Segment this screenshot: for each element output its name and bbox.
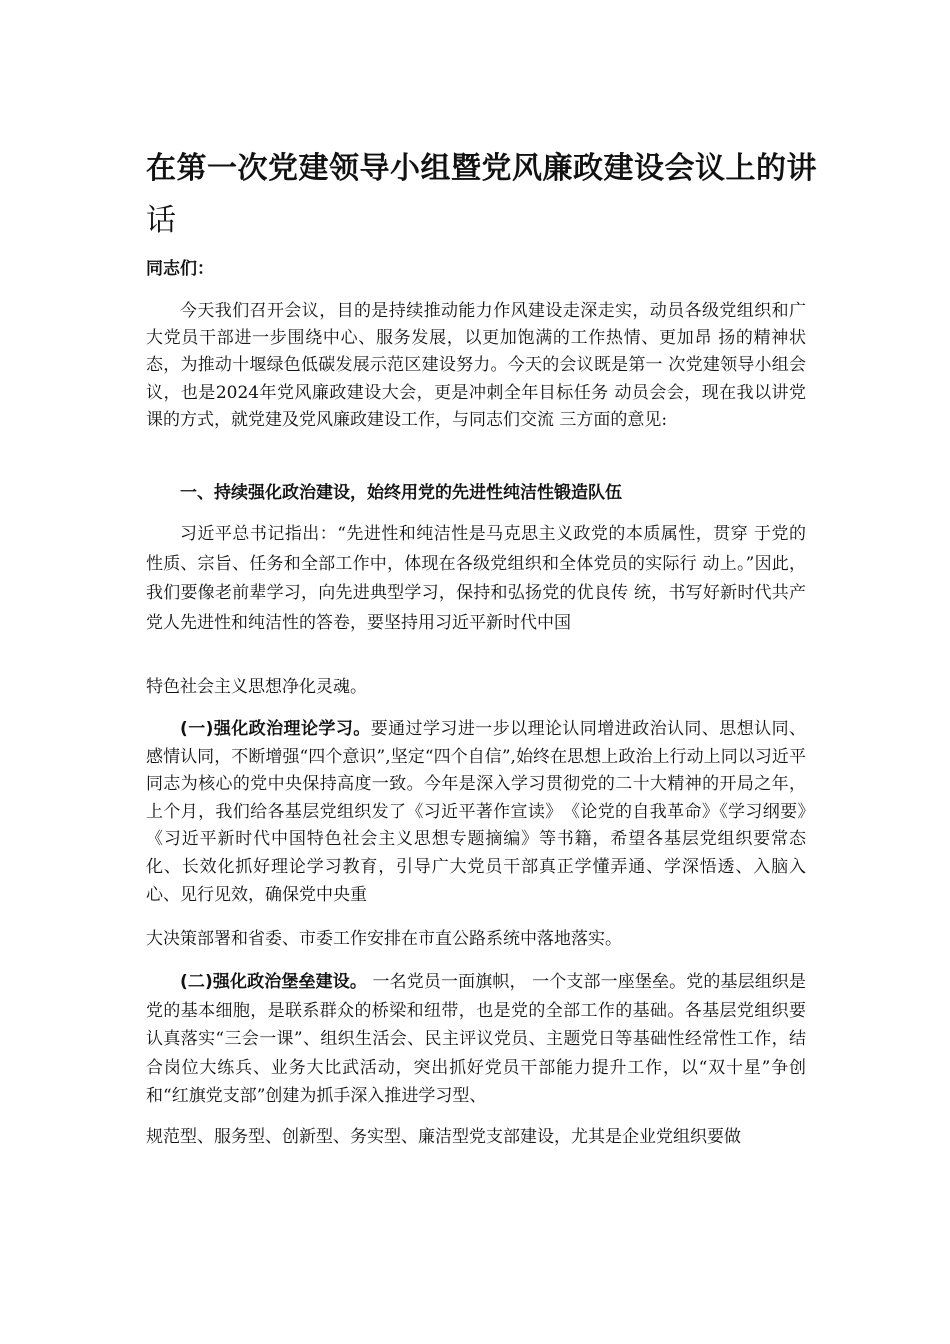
title-line-2: 话 (146, 203, 177, 238)
salutation: 同志们： (146, 259, 214, 279)
section-1-heading: 一、持续强化政治建设，始终用党的先进性纯洁性锻造队伍 (180, 483, 622, 503)
subsection-1-paragraph (146, 716, 823, 909)
subsection-1-continuation: 大决策部署和省委、市委工作安排在市直公路系统中落地落实。 (146, 929, 622, 949)
intro-paragraph: 今天我们召开会议，目的是持续推动能力作风建设走深走实，动员各级党组织和广大党员干部进一步围绕中心、服务发展，以更加饱满的工作热情、更加昂 扬的精神状态，为推动十堰绿色低碳发展示范区建设努力。今天的会议既是第一 次党建领导小组会议，也是2024年党风廉政建设大会，更是冲刺全年目标任务 动员会会，现在我以讲党课的方式，就党建及党风廉政建设工作，与同志们交流 三方面的意见: (146, 301, 806, 430)
subsection-1-text: 要通过学习进一步以理论认同增进政治认同、思想认同、感情认同，不断增强“四个意识”,坚定“四个自信”,始终在思想上政治上行动上同以习近平同志为核心的党中央保持高度一致。今年是深入学习贯彻党的二十大精神的开局之年，上个月，我们给各基层党组织发了《习近平著作宣读》 《论党的自我革命》《学习纲要》 《习近平新时代中国特色社会主义思想专题摘编》等书籍，希望各基层党组织要常态化、长效化抓好理论学习教育，引导广大党员干部真正学懂弄通、学深悟透、入脑入心、见行见效，确保党中央重 (146, 719, 823, 905)
section-1-paragraph-continuation: 特色社会主义思想净化灵魂。 (146, 677, 367, 697)
document-title (146, 143, 826, 247)
section-1-paragraph: 习近平总书记指出：“先进性和纯洁性是马克思主义政党的本质属性，贯穿 于党的性质、宗旨、任务和全部工作中，体现在各级党组织和全体党员的实际行 动上。”因此，我们要像老前辈学习，向先进典型学习，保持和弘扬党的优良传 统，书写好新时代共产党人先进性和纯洁性的答卷，要坚持用习近平新时代中国 (146, 524, 806, 633)
subsection-1-heading: (一)强化政治理论学习。 (180, 719, 371, 739)
title-line-1: 在第一次党建领导小组暨党风廉政建设会议上的讲 (146, 151, 817, 186)
subsection-2-heading: (二)强化政治堡垒建设。 (180, 972, 368, 992)
subsection-2-paragraph (146, 968, 806, 1111)
subsection-2-continuation: 规范型、服务型、创新型、务实型、廉洁型党支部建设，尤其是企业党组织要做 (146, 1127, 741, 1147)
subsection-2-text: 一名党员一面旗帜， 一个支部一座堡垒。党的基层组织是党的基本细胞，是联系群众的桥梁和纽带，也是党的全部工作的基础。各基层党组织要认真落实“三会一课”、组织生活会、民主评议党员、主题党日等基础性经常性工作，结合岗位大练兵、业务大比武活动，突出抓好党员干部能力提升工作，以“双十星”争创和“红旗党支部”创建为抓手深入推进学习型、 (146, 972, 806, 1107)
